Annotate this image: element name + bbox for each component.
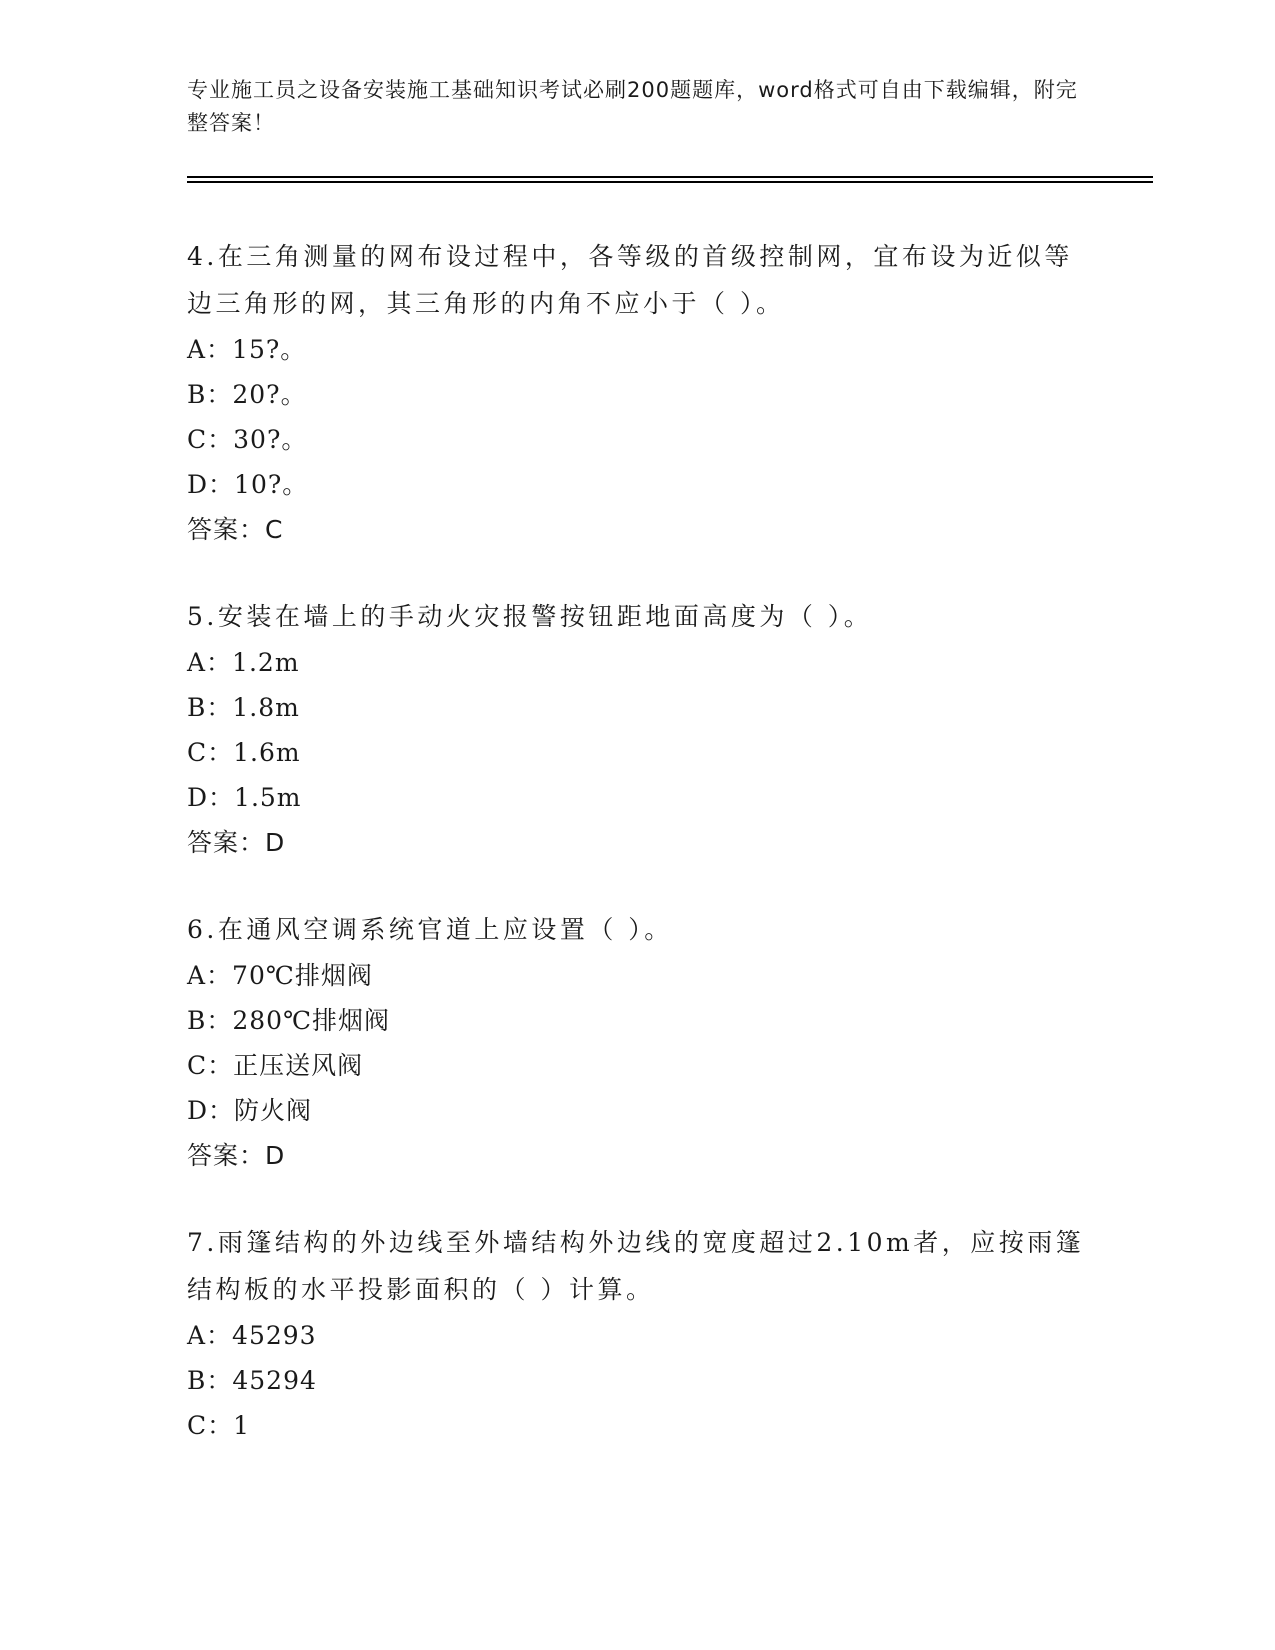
option-d: D：1.5m [187, 783, 302, 812]
option-c: C：1 [187, 1411, 251, 1440]
document-header [187, 74, 1087, 140]
header-divider-bottom [187, 181, 1153, 183]
option-d: D：10?。 [187, 470, 309, 499]
question-stem: 4.在三角测量的网布设过程中，各等级的首级控制网，宜布设为近似等边三角形的网，其三角形的内角不应小于（ ）。 [187, 242, 1073, 318]
header-divider-top [187, 176, 1153, 178]
option-b: B：45294 [187, 1366, 317, 1395]
option-b: B：280℃排烟阀 [187, 1006, 391, 1035]
option-a: A：15?。 [187, 335, 307, 364]
question-4 [187, 233, 1087, 553]
question-stem: 5.安装在墙上的手动火灾报警按钮距地面高度为（ ）。 [187, 602, 873, 631]
option-b: B：20?。 [187, 380, 307, 409]
option-a: A：70℃排烟阀 [187, 961, 373, 990]
question-5 [187, 593, 1087, 866]
option-c: C：30?。 [187, 425, 308, 454]
option-d: D：防火阀 [187, 1096, 313, 1125]
answer-line: 答案：D [187, 828, 286, 857]
answer-line: 答案：C [187, 515, 284, 544]
option-a: A：45293 [187, 1321, 317, 1350]
option-c: C：1.6m [187, 738, 301, 767]
question-7 [187, 1219, 1087, 1448]
question-stem: 6.在通风空调系统官道上应设置（ ）。 [187, 915, 673, 944]
question-stem: 7.雨篷结构的外边线至外墙结构外边线的宽度超过2.10m者，应按雨篷结构板的水平投影面积的（ ）计算。 [187, 1228, 1085, 1304]
question-list [187, 233, 1087, 1488]
header-title: 专业施工员之设备安装施工基础知识考试必刷200题题库，word格式可自由下载编辑，附完整答案！ [187, 78, 1078, 135]
question-6 [187, 906, 1087, 1179]
option-a: A：1.2m [187, 648, 300, 677]
option-b: B：1.8m [187, 693, 300, 722]
option-c: C：正压送风阀 [187, 1051, 364, 1080]
answer-line: 答案：D [187, 1141, 286, 1170]
